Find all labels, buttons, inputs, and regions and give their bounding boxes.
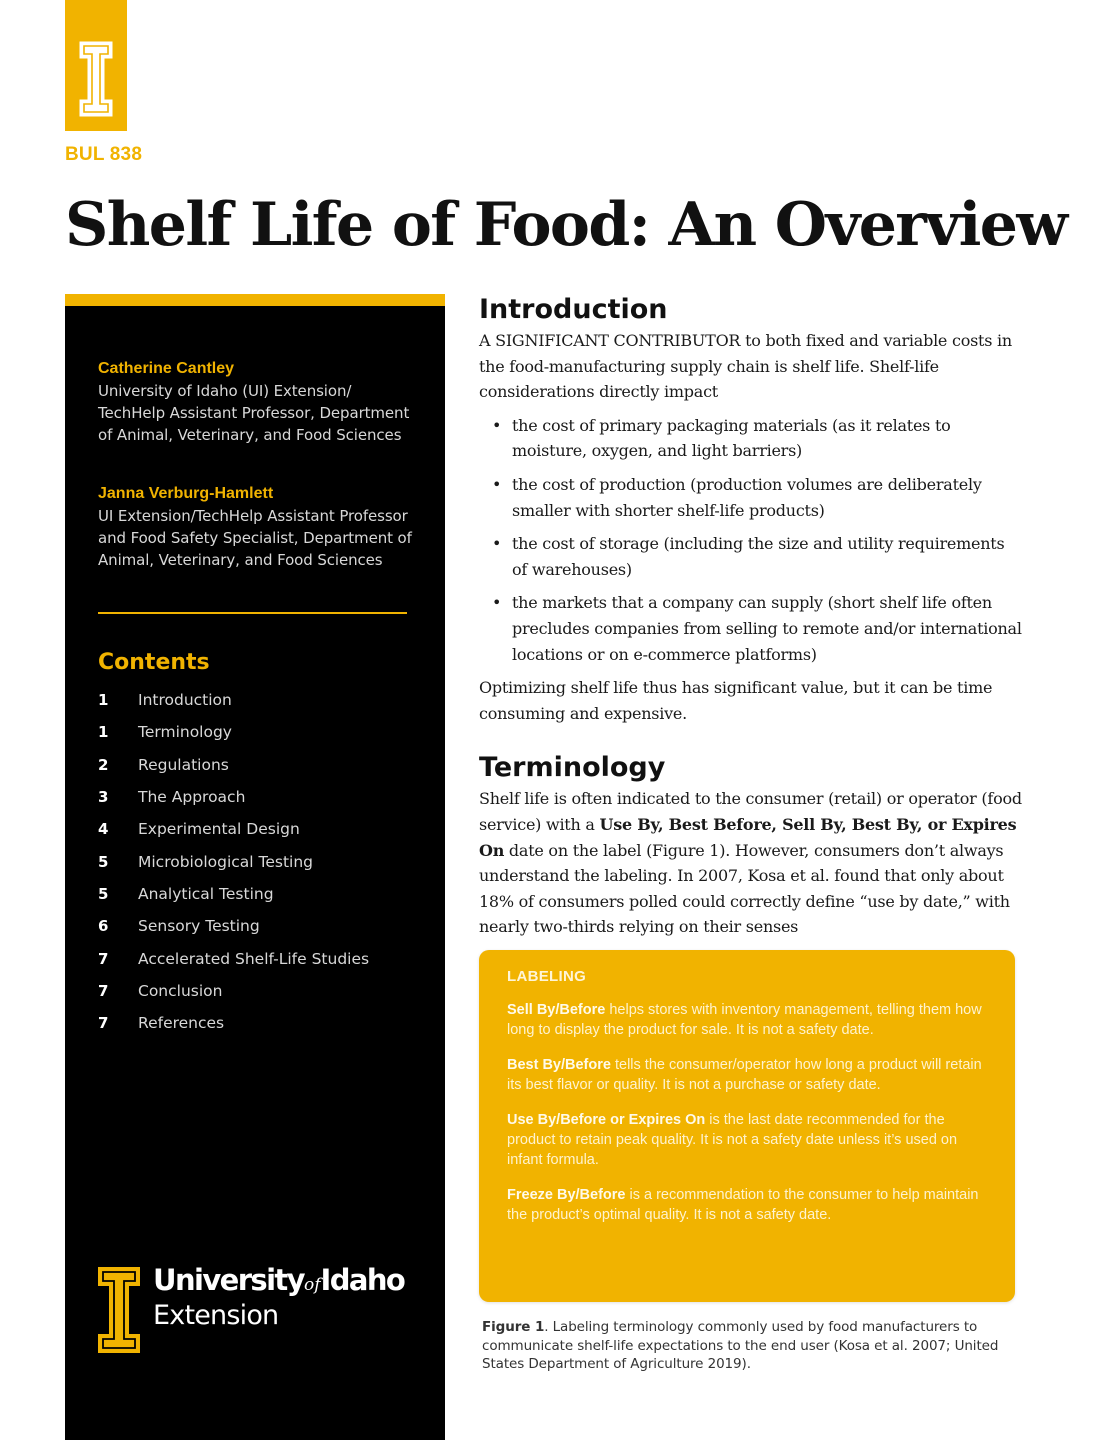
logo-text-of: of — [303, 1275, 321, 1295]
terminology-text-a: Shelf life is often indicated to the consumer (retail) or operator (food service) with a — [479, 789, 1022, 834]
toc-item[interactable] — [98, 975, 418, 1007]
toc-label: Terminology — [138, 723, 232, 742]
toc-item[interactable] — [98, 942, 418, 974]
logo-wordmark — [153, 1263, 405, 1331]
toc-page-number: 2 — [98, 755, 109, 774]
contents-heading: Contents — [98, 650, 210, 675]
callout-definition: tells the consumer/operator how long a product will retain its best flavor or quality. It is not a purchase or safety date. — [507, 1057, 982, 1093]
list-item: • the cost of primary packaging materials (as it relates to moisture, oxygen, and light barriers) — [479, 413, 1024, 464]
toc-label: Regulations — [138, 755, 229, 774]
terminology-text-b: date on the label (Figure 1). However, consumers don’t always understand the labeling. In 2007, Kosa et al. found that only about 18% of consumers polled could correctly define “use by date,” with nearly two-thirds relying on their senses — [479, 840, 1010, 937]
figure-caption — [482, 1318, 1002, 1374]
labeling-callout-box — [479, 950, 1015, 1302]
toc-label: Analytical Testing — [138, 884, 274, 903]
toc-page-number: 4 — [98, 820, 109, 839]
toc-item[interactable] — [98, 813, 418, 845]
author-affiliation: UI Extension/TechHelp Assistant Professor and Food Safety Specialist, Department of Animal, Veterinary, and Food Sciences — [98, 507, 412, 569]
toc-item[interactable] — [98, 716, 418, 748]
sidebar-divider — [98, 612, 407, 614]
author-block — [98, 483, 418, 571]
toc-item[interactable] — [98, 845, 418, 877]
toc-label: References — [138, 1014, 225, 1033]
toc-label: Microbiological Testing — [138, 852, 314, 871]
callout-item — [507, 1000, 987, 1040]
toc-item[interactable] — [98, 684, 418, 716]
callout-term: Sell By/Before — [507, 1002, 606, 1018]
list-item: • the cost of production (production volumes are deliberately smaller with shorter shelf-life products) — [479, 472, 1024, 523]
author-affiliation: University of Idaho (UI) Extension/ TechHelp Assistant Professor, Department of Animal, Veterinary, and Food Sciences — [98, 382, 410, 444]
section-heading-introduction: Introduction — [479, 294, 668, 325]
toc-page-number: 7 — [98, 981, 109, 1000]
callout-item — [507, 1185, 987, 1225]
bulletin-number: BUL 838 — [65, 144, 143, 165]
intro-closing-paragraph: Optimizing shelf life thus has significant value, but it can be time consuming and expensive. — [479, 678, 993, 723]
header-gold-tab — [65, 0, 127, 131]
toc-label: The Approach — [138, 788, 246, 807]
callout-item — [507, 1110, 987, 1170]
toc-label: Experimental Design — [138, 820, 300, 839]
university-i-logo-icon — [97, 1266, 141, 1354]
toc-item[interactable] — [98, 910, 418, 942]
author-name: Janna Verburg-Hamlett — [98, 485, 274, 502]
section-heading-terminology: Terminology — [479, 752, 666, 784]
callout-definition: is a recommendation to the consumer to help maintain the product’s optimal quality. It is not a safety date. — [507, 1187, 979, 1223]
toc-page-number: 5 — [98, 884, 109, 903]
toc-label: Sensory Testing — [138, 917, 260, 936]
toc-page-number: 7 — [98, 1014, 109, 1033]
logo-text-idaho: Idaho — [320, 1263, 405, 1297]
callout-term: Best By/Before — [507, 1057, 611, 1073]
figure-caption-text: . Labeling terminology commonly used by food manufacturers to communicate shelf-life expectations to the end user (Kosa et al. 2007; United States Department of Agriculture 2019). — [482, 1319, 999, 1373]
page-title: Shelf Life of Food: An Overview — [65, 190, 1067, 260]
intro-bullet-list — [479, 413, 1024, 667]
callout-term: Use By/Before or Expires On — [507, 1112, 706, 1128]
author-block — [98, 358, 418, 446]
toc-label: Conclusion — [138, 981, 223, 1000]
terminology-bold-terms: Use By, Best Before, Sell By, Best By, or Expires On — [479, 814, 1017, 860]
callout-term: Freeze By/Before — [507, 1187, 626, 1203]
toc-page-number: 1 — [98, 691, 109, 710]
intro-paragraph: A SIGNIFICANT CONTRIBUTOR to both fixed and variable costs in the food-manufacturing supply chain is shelf life. Shelf-life considerations directly impact — [479, 331, 1012, 402]
toc-page-number: 3 — [98, 788, 109, 807]
toc-item[interactable] — [98, 781, 418, 813]
list-item: • the cost of storage (including the size and utility requirements of warehouses) — [479, 531, 1024, 582]
list-item: • the markets that a company can supply (short shelf life often precludes companies from selling to remote and/or international locations or on e-commerce platforms) — [479, 590, 1024, 667]
toc-item[interactable] — [98, 749, 418, 781]
main-column — [479, 292, 1024, 940]
toc-page-number: 1 — [98, 723, 109, 742]
logo-text-extension: Extension — [153, 1300, 279, 1331]
callout-definition: is the last date recommended for the product to retain peak quality. It is not a safety date unless it’s used on infant formula. — [507, 1112, 958, 1168]
sidebar — [65, 294, 445, 1440]
callout-definition: helps stores with inventory management, telling them how long to display the product for sale. It is not a safety date. — [507, 1002, 982, 1038]
logo-text-university: University — [153, 1263, 304, 1297]
toc-item[interactable] — [98, 1007, 418, 1039]
toc-page-number: 7 — [98, 949, 109, 968]
callout-title: LABELING — [507, 968, 587, 985]
university-logo — [97, 1263, 405, 1354]
callout-item — [507, 1055, 987, 1095]
terminology-paragraph — [479, 786, 1024, 940]
university-i-icon — [78, 40, 114, 118]
toc-page-number: 5 — [98, 852, 109, 871]
author-name: Catherine Cantley — [98, 360, 235, 377]
toc-item[interactable] — [98, 878, 418, 910]
toc-page-number: 6 — [98, 917, 109, 936]
toc-label: Accelerated Shelf-Life Studies — [138, 949, 370, 968]
toc-label: Introduction — [138, 691, 232, 710]
table-of-contents — [98, 684, 418, 1039]
figure-label: Figure 1 — [482, 1319, 545, 1335]
